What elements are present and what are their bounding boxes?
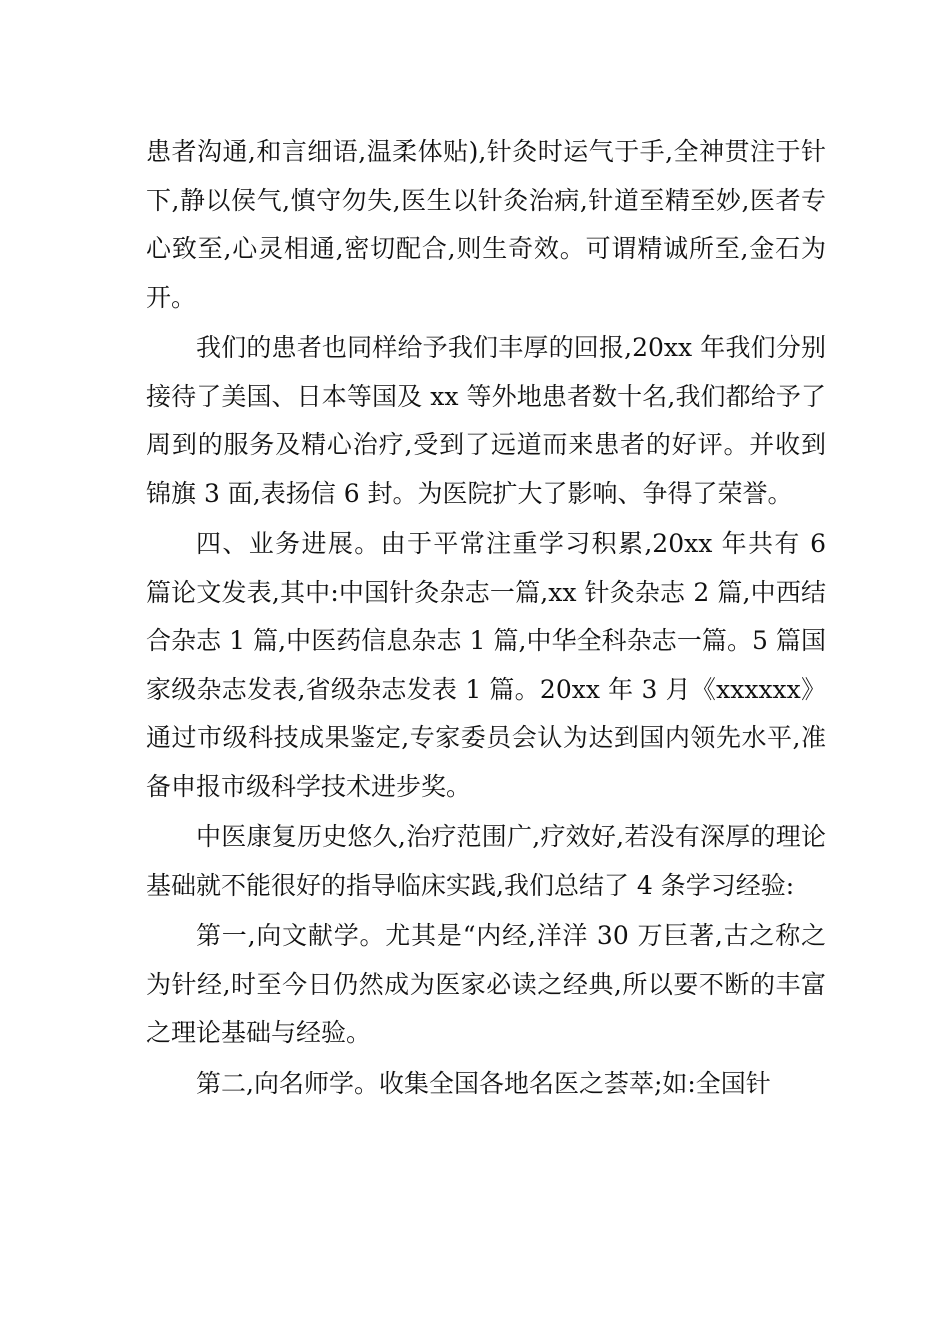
paragraph-patient-feedback: 我们的患者也同样给予我们丰厚的回报,20xx 年我们分别接待了美国、日本等国及 xx 等外地患者数十名,我们都给予了周到的服务及精心治疗,受到了远道而来患者的好评。并收到锦旗 3 面,表扬信 6 封。为医院扩大了影响、争得了荣誉。	[146, 333, 826, 508]
document-body	[146, 128, 826, 1110]
paragraph-business-progress: 四、业务进展。由于平常注重学习积累,20xx 年共有 6 篇论文发表,其中:中国针灸杂志一篇,xx 针灸杂志 2 篇,中西结合杂志 1 篇,中医药信息杂志 1 篇,中华全科杂志一篇。5 篇国家级杂志发表,省级杂志发表 1 篇。20xx 年 3 月《xxxxxx》通过市级科技成果鉴定,专家委员会认为达到国内领先水平,准备申报市级科学技术进步奖。	[146, 529, 826, 801]
paragraph-continued: 患者沟通,和言细语,温柔体贴),针灸时运气于手,全神贯注于针下,静以侯气,慎守勿失,医生以针灸治病,针道至精至妙,医者专心致至,心灵相通,密切配合,则生奇效。可谓精诚所至,金石为开。	[146, 137, 826, 312]
paragraph-learn-from-masters: 第二,向名师学。收集全国各地名医之荟萃;如:全国针	[196, 1068, 771, 1098]
paragraph-learning-experience: 中医康复历史悠久,治疗范围广,疗效好,若没有深厚的理论基础就不能很好的指导临床实践,我们总结了 4 条学习经验:	[146, 822, 826, 900]
paragraph-learn-from-literature: 第一,向文献学。尤其是“内经,洋洋 30 万巨著,古之称之为针经,时至今日仍然成为医家必读之经典,所以要不断的丰富之理论基础与经验。	[146, 921, 826, 1047]
